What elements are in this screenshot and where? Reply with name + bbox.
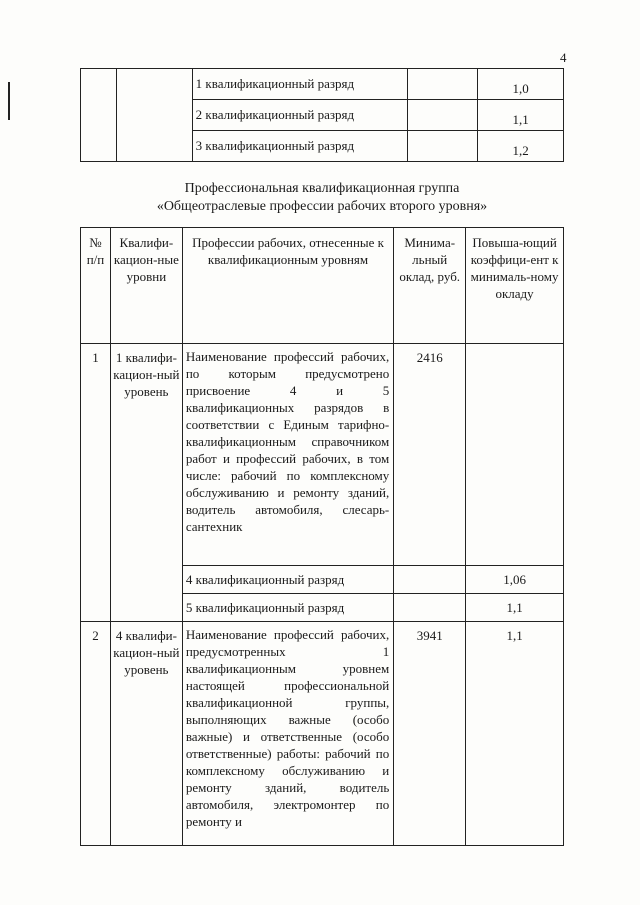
table-header-row <box>81 228 564 344</box>
row-level: 1 квалифи-кацион-ный уровень <box>110 344 182 622</box>
table-cell <box>408 69 478 100</box>
grade-coefficient: 1,2 <box>478 131 564 162</box>
table-cell <box>81 69 117 162</box>
header-professions: Профессии рабочих, отнесенные к квалификационным уровням <box>182 228 393 344</box>
row-coefficient: 1,1 <box>466 622 564 846</box>
table-row <box>81 622 564 846</box>
table-row <box>81 344 564 566</box>
section-title-line2: «Общеотраслевые профессии рабочих второго уровня» <box>156 199 488 214</box>
subrow-coefficient: 1,06 <box>466 566 564 594</box>
grade-coefficient: 1,1 <box>478 100 564 131</box>
row-number: 1 <box>81 344 111 622</box>
header-levels: Квалифи-кацион-ные уровни <box>110 228 182 344</box>
header-salary: Минима-льный оклад, руб. <box>394 228 466 344</box>
table-cell <box>394 594 466 622</box>
subrow-coefficient: 1,1 <box>466 594 564 622</box>
table-cell <box>408 131 478 162</box>
row-salary: 2416 <box>394 344 466 566</box>
grade-label: 3 квалификационный разряд <box>192 131 408 162</box>
scan-artifact-line <box>8 82 10 120</box>
subrow-label: 5 квалификационный разряд <box>182 594 393 622</box>
table-cell <box>116 69 192 162</box>
row-number: 2 <box>81 622 111 846</box>
table-cell <box>408 100 478 131</box>
table-cell <box>394 566 466 594</box>
grade-coefficient: 1,0 <box>478 69 564 100</box>
subrow-label: 4 квалификационный разряд <box>182 566 393 594</box>
grade-label: 1 квалификационный разряд <box>192 69 408 100</box>
grade-label: 2 квалификационный разряд <box>192 100 408 131</box>
header-coefficient: Повыша-ющий коэффици-ент к минималь-ному окладу <box>466 228 564 344</box>
section-title <box>80 180 564 216</box>
qualification-table <box>80 227 564 846</box>
row-salary: 3941 <box>394 622 466 846</box>
table-row <box>81 69 564 100</box>
continuation-table <box>80 68 564 162</box>
section-title-line1: Профессиональная квалификационная группа <box>184 181 460 196</box>
row-coefficient <box>466 344 564 566</box>
row-description: Наименование профессий рабочих, предусмотренных 1 квалификационным уровнем настоящей профессиональной квалификационной группы, выполняющих важные (особо важные) и ответственные (особо ответственные) работы: рабочий по комплексному обслуживанию и ремонту зданий, водитель автомобиля, электромонтер по ремонту и <box>182 622 393 846</box>
page-number: 4 <box>560 50 567 65</box>
row-level: 4 квалифи-кацион-ный уровень <box>110 622 182 846</box>
row-description: Наименование профессий рабочих, по которым предусмотрено присвоение 4 и 5 квалификационных разрядов в соответствии с Единым тарифно-квалификационным справочником работ и профессий рабочих, в том числе: рабочий по комплексному обслуживанию и ремонту зданий, водитель автомобиля, слесарь-сантехник <box>182 344 393 566</box>
header-number: № п/п <box>81 228 111 344</box>
